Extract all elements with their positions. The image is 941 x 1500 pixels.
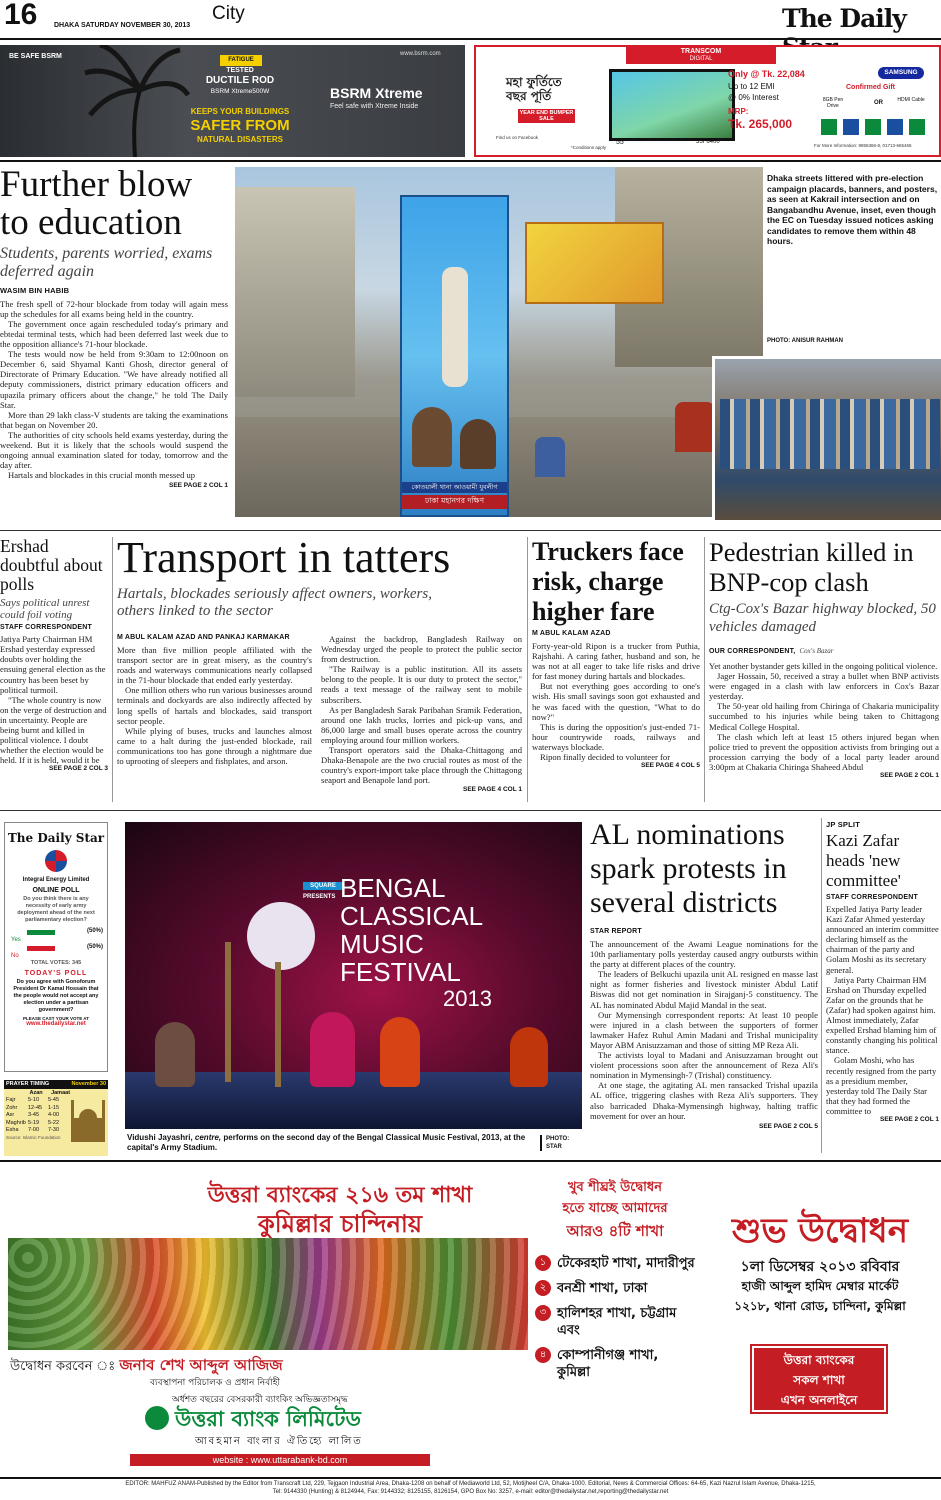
page-number: 16 xyxy=(4,0,38,31)
online-poll[interactable] xyxy=(4,822,108,1072)
story-truckers xyxy=(532,537,700,807)
banner-portrait xyxy=(412,407,452,467)
headline[interactable]: Truckers face risk, charge higher fare xyxy=(532,537,684,626)
poll-yes-row xyxy=(11,928,103,943)
bsrm-product: DUCTILE ROD xyxy=(205,75,275,86)
paragraph: The fresh spell of 72-hour blockade from today will again mess up the schedules for all exams being held in the country. xyxy=(0,298,228,319)
story-body xyxy=(0,634,108,765)
prayer-jamaat: 4-00 xyxy=(48,1112,60,1118)
festival-photo xyxy=(125,822,582,1129)
byline: STAFF CORRESPONDENT xyxy=(826,894,918,901)
online-line1: উত্তরা ব্যাংকের xyxy=(783,1353,855,1367)
poll-url[interactable]: www.thedailystar.net xyxy=(26,1021,86,1027)
branch-number: ৪ xyxy=(535,1347,551,1363)
paragraph: The 50-year old hailing from Chiringa of Chakaria municipality succumbed to his injuries while being taken to Chittagong Medical College Hospital. xyxy=(709,701,939,732)
imprint xyxy=(0,1480,941,1496)
mrp-price: Tk. 265,000 xyxy=(728,117,793,131)
subhead: Students, parents worried, exams deferred again xyxy=(0,245,213,281)
caption-name: Vidushi Jayashri, xyxy=(127,1133,193,1142)
prayer-name: Asr xyxy=(6,1112,15,1118)
paragraph: Ripon finally decided to volunteer for xyxy=(540,752,671,763)
online-line2: সকল শাখা xyxy=(793,1373,845,1387)
rickshaw xyxy=(535,437,565,477)
transcom-logo xyxy=(626,47,776,64)
caption-centre: centre, xyxy=(194,1133,222,1142)
soon-line1: খুব শীঘ্রই উদ্বোধন xyxy=(568,1180,662,1195)
row3-rule xyxy=(0,1160,941,1162)
performer xyxy=(510,1027,548,1087)
paragraph: Yet another bystander gets killed in the ongoing political violence. xyxy=(709,661,938,671)
paragraph: The tests would now be held from 9:30am to 12:00noon on December 6, said Shyamal Kanti Ghosh, director general of Directorate of Primary Education. "We have already notified all deputy commissioners, district primary education officers and upazila primary officers about the change," he told The Daily Star. xyxy=(0,349,228,410)
branch-number: ২ xyxy=(535,1280,551,1296)
paragraph: Forty-year-old Ripon is a trucker from Puthia, Rajshahi. A caring father, husband and son, he was not at all eager to take life risks and drive for fast money during hartals and blockades. xyxy=(532,641,700,682)
street-photo xyxy=(235,167,763,517)
uttara-bank-name: উত্তরা ব্যাংক লিমিটেড xyxy=(175,1407,361,1431)
credit-photo: PHOTO: xyxy=(546,1136,570,1142)
prayer-jamaat: 5-45 xyxy=(48,1097,60,1103)
transcom-badge: YEAR END BUMPER SALE xyxy=(519,110,574,122)
paragraph: The authorities of city schools held exams yesterday, during the weekend. But it is likely that the schools would suspend the ongoing annual examination slated for today, tomorrow and the day after. xyxy=(0,429,228,471)
bsrm-xtreme-logo: BSRM Xtreme xyxy=(330,85,423,101)
performer xyxy=(155,1022,195,1087)
bsrm-slogan1: KEEPS YOUR BUILDINGS xyxy=(190,107,290,116)
poll-today-question: Do you agree with Gonoforum President Dr Kamal Hossain that the people would not accept any election under a partisan government? xyxy=(13,979,99,1013)
uttara-logo-icon xyxy=(145,1406,169,1430)
branch-name: বনশ্রী শাখা, ঢাকা xyxy=(557,1281,648,1296)
uttara-motto: আবহমান বাংলার ঐতিহ্যে লালিত xyxy=(195,1436,363,1447)
see-page[interactable]: SEE PAGE 4 COL 1 xyxy=(462,786,522,794)
conditions-text: *Conditions apply xyxy=(571,145,607,150)
poll-logo: The Daily Star xyxy=(7,831,105,845)
story-body xyxy=(0,299,228,481)
masthead-rule xyxy=(0,38,941,40)
ad-uttara-bank[interactable] xyxy=(0,1170,941,1472)
see-page[interactable]: SEE PAGE 2 COL 1 xyxy=(168,482,228,490)
paragraph: The activists loyal to Madani and Anisuzzaman brought out violent processions soon after the announcement of Reza Ali's nomination in Mymensingh-7 (Trishal) constituency. xyxy=(590,1050,818,1081)
headline[interactable]: Kazi Zafar heads 'new committee' xyxy=(826,831,901,890)
prayer-source: Source: Islamic Foundation xyxy=(6,1134,61,1140)
headline[interactable]: AL nominations spark protests in several districts xyxy=(590,818,787,919)
poll-no-label: No xyxy=(11,953,19,959)
paragraph: Transport operators said the Dhaka-Chittagong and Dhaka-Benapole are the two crucial routes as most of the country's export-import take place through the Chittagong seaport and Benapole land port. xyxy=(321,745,522,786)
branch-name: টেকেরহাট শাখা, মাদারীপুর xyxy=(557,1256,695,1271)
paragraph: "The whole country is now on the verge of destruction and in uncertainty. People are being burnt and killed in political violence. I doubt whether the election would be held. If it is held, would it be xyxy=(0,694,107,766)
photo1-caption: Dhaka streets littered with pre-election campaign placards, banners, and posters, as seen at Kakrail intersection and on Bangabandhu Avenue, inset, even though the EC on Tuesday issued notices asking candidates to remove them within 48 hours. xyxy=(767,173,938,246)
opening-venue1: হাজী আব্দুল হামিদ মেম্বার মার্কেট xyxy=(741,1279,899,1293)
see-page[interactable]: SEE PAGE 2 COL 1 xyxy=(879,772,939,780)
uttara-website[interactable]: website : www.uttarabank-bd.com xyxy=(130,1454,430,1466)
palm-tree-icon xyxy=(80,45,190,157)
byline-place: Cox's Bazar xyxy=(799,647,834,655)
energy-logo-icon xyxy=(45,850,67,872)
story-body xyxy=(709,661,939,772)
prayer-jamaat: 5-22 xyxy=(48,1119,60,1126)
byline: WASIM BIN HABIB xyxy=(0,285,70,295)
story-kazi-zafar xyxy=(826,820,939,1160)
gift-title: Confirmed Gift xyxy=(846,84,895,91)
facebook-text: Find us on Facebook xyxy=(496,135,539,140)
transcom-bangla-title: মহা ফুর্তিতে বছর পূর্তি xyxy=(506,75,562,103)
see-page[interactable]: SEE PAGE 2 COL 1 xyxy=(879,1115,939,1123)
bsrm-url: www.bsrm.com xyxy=(400,51,441,57)
prayer-title: PRAYER TIMING xyxy=(6,1081,50,1087)
fatigue-badge: FATIGUE xyxy=(220,55,262,66)
branch-item xyxy=(535,1305,695,1339)
caption-rest: performs on the second day of the Bengal Classical Music Festival, 2013, at the capital's Army Stadium. xyxy=(127,1133,526,1152)
prayer-azan: 5-10 xyxy=(28,1097,40,1103)
byline: M ABUL KALAM AZAD AND PANKAJ KARMAKAR xyxy=(117,634,290,641)
col-rule xyxy=(527,537,528,802)
prayer-azan: 12-45 xyxy=(28,1104,43,1111)
banner-figure xyxy=(442,267,468,387)
paragraph: Jager Hossain, 50, received a stray a bullet when BNP activists were engaged in a clash with law enforcers in Cox's Bazar yesterday. xyxy=(709,671,939,702)
paragraph: Jatiya Party Chairman HM Ershad yesterday expressed doubts over holding the ensuing general election as the country has been beset by political turmoil. xyxy=(0,634,106,695)
soon-line2: হতে যাচ্ছে আমাদের xyxy=(562,1201,668,1216)
branch-name: হালিশহর শাখা, চট্টগ্রাম এবং xyxy=(557,1306,677,1338)
section-name: City xyxy=(212,3,245,24)
poll-no-value: (50%) xyxy=(86,944,103,950)
col-rule xyxy=(112,537,113,802)
ad-transcom[interactable] xyxy=(474,45,941,157)
story-pedestrian xyxy=(709,537,939,807)
prayer-jamaat: 1-15 xyxy=(48,1104,60,1111)
transport-col1 xyxy=(117,634,312,766)
paragraph: Against the backdrop, Bangladesh Railway on Wednesday urged the people to protect the public sector from destruction. xyxy=(321,634,522,665)
bsrm-tested: TESTED xyxy=(226,67,254,74)
imprint-line2: Tel: 9144330 (Hunting) & 8124944, Fax: 9144332; 8125155, 8126154, GPO Box No: 3257, e-mail: editor@thedailystar.net,reporting@thedailystar.net xyxy=(272,1489,669,1495)
square-logo: SQUARE xyxy=(303,882,343,890)
performer xyxy=(380,1017,420,1087)
gift-or: OR xyxy=(874,100,883,106)
paragraph: One million others who run various businesses around terminals and dockyards are also indirectly affected by long spells of hartals and blockades, said transport sector people. xyxy=(117,685,312,726)
story-transport xyxy=(117,535,522,805)
paragraph: More than 29 lakh class-V students are taking the examinations that began on November 20. xyxy=(0,409,228,430)
online-badge xyxy=(752,1346,886,1412)
upcoming-branches xyxy=(535,1178,695,1448)
transport-col2 xyxy=(321,634,522,793)
bsrm-model: BSRM Xtreme500W xyxy=(210,88,270,95)
paragraph: The leaders of Belkuchi upazila unit AL resigned en masse last night as former fisheries and livestock minister Abdul Latif Biswas did not get nomination in Sirajganj-5 constituency. The AL has nominated Abdul Majid Mandal in the seat. xyxy=(590,969,818,1010)
story-body xyxy=(532,641,700,762)
inaugurator-label: উদ্বোধন করবেন ঃ xyxy=(10,1359,116,1374)
photo2-caption xyxy=(127,1133,527,1153)
row1-rule xyxy=(0,530,941,531)
paragraph: Our Mymensingh correspondent reports: At least 10 people were injured in a clash between the supporters of former lawmaker Hafez Ruhul Amin Madani and Trishal municipality Mayor ABM Anisuzzaman and those of sitting MP Reza Ali. xyxy=(590,1009,818,1050)
imprint-line1: EDITOR: MAHFUZ ANAM-Published by the Editor from Transcraft Ltd, 229, Tejgaon Industrial Area, Dhaka-1208 on behalf of Mediaworld Ltd, 52, Motijheel C/A, Dhaka-1000. Editorial, News & Commercial Offices: 64-65, Kazi Nazrul Islam Avenue, Dhaka-1215, xyxy=(125,1481,816,1487)
bsrm-slogan3: NATURAL DISASTERS xyxy=(197,135,283,144)
paragraph: The clash which left at least 15 others injured began when police tried to prevent the opposition activists from bringing out a procession carrying the body of a local party leader around 3:00pm at Chakaria Chiringa Shaheed Abdul xyxy=(709,731,939,772)
col-jamaat: Jamaat xyxy=(51,1090,71,1096)
byline: STAFF CORRESPONDENT xyxy=(0,624,92,632)
poster-wall xyxy=(720,399,940,469)
paragraph: At one stage, the agitating AL men ransacked Trishal upazila AL office, triggering clashes with Reza Ali's supporters. They also barricaded Dhaka-Mymensingh highway, halting traffic movement for over an hour. xyxy=(590,1080,818,1121)
byline: OUR CORRESPONDENT, xyxy=(709,648,796,655)
prayer-name: Esha xyxy=(6,1127,19,1133)
bsrm-tagline: Feel safe with Xtreme Inside xyxy=(330,103,419,110)
paragraph: More than five million people affiliated with the transport sector are in great misery, as the country's roads and waterways communications nearly collapsed in the 71-hour blockade that ended early yesterday. xyxy=(117,645,312,686)
poll-question: Do you think there is any necessity of early army deployment ahead of the next parliamentary election? xyxy=(17,896,95,923)
photo1-credit: PHOTO: ANISUR RAHMAN xyxy=(767,338,843,344)
tanpura xyxy=(275,962,281,1087)
paragraph: Jatiya Party Chairman HM Ershad on Thursday expelled Zafar on the grounds that he (Zafar) had spoken against him. Almost immediately, Zafar expelled Ershad blaming him of constantly changing his political stance. xyxy=(826,974,938,1056)
prayer-jamaat: 7-30 xyxy=(48,1127,60,1133)
opening-headline: শুভ উদ্বোধন xyxy=(731,1211,908,1251)
prayer-timing xyxy=(4,1080,108,1156)
building-left xyxy=(235,187,355,397)
mrp-label: MRP: xyxy=(728,107,749,116)
prayer-date: November 30 xyxy=(71,1081,106,1087)
opening-venue2: ১২১৮, থানা রোড, চান্দিনা, কুমিল্লা xyxy=(734,1299,906,1313)
inaugurator-name: জনাব শেখ আব্দুল আজিজ xyxy=(119,1356,283,1374)
festival-title4: FESTIVAL xyxy=(340,957,461,987)
banner-portrait xyxy=(460,419,496,469)
banner-line1: ঢাকা মহানগর দক্ষিণ xyxy=(402,495,507,509)
paragraph: While plying of buses, trucks and launches almost came to a halt during the just-ended blockade, rail communications too has gone through a nightmare due to uprooting of sleepers and fishplates, and arson. xyxy=(117,725,312,767)
footer-rule xyxy=(0,1477,941,1479)
performer xyxy=(310,1012,355,1087)
story-ershad xyxy=(0,537,108,807)
branch-item xyxy=(535,1255,695,1272)
festival-title3: MUSIC xyxy=(340,929,424,959)
bsrm-slogan2: SAFER FROM xyxy=(190,117,290,134)
branch-number: ১ xyxy=(535,1255,551,1271)
poll-yes-label: Yes xyxy=(11,937,21,943)
price-only: Only @ Tk. 22,084 xyxy=(728,69,805,79)
logo[interactable]: The Daily xyxy=(782,4,906,33)
see-page[interactable]: SEE PAGE 2 COL 5 xyxy=(758,1122,818,1130)
prayer-azan: 5-19 xyxy=(28,1119,40,1126)
story-body xyxy=(117,645,312,766)
headline[interactable]: Ershad doubtful about polls xyxy=(0,536,103,594)
col-rule xyxy=(704,537,705,802)
subhead: Says political unrest could foil voting xyxy=(0,597,90,622)
dateline: DHAKA SATURDAY NOVEMBER 30, 2013 xyxy=(54,22,191,29)
poll-no-row xyxy=(11,944,103,959)
prayer-header xyxy=(4,1080,108,1089)
branch-item xyxy=(535,1347,695,1381)
mosque-icon xyxy=(70,1094,106,1142)
campaign-banner xyxy=(400,195,509,517)
branch-item xyxy=(535,1280,695,1297)
gift-hdmi: HDMI Cable xyxy=(897,97,925,103)
col-azan: Azan xyxy=(29,1090,43,1096)
poll-sponsor: Integral Energy Limited xyxy=(22,877,90,883)
subhead: Ctg-Cox's Bazar highway blocked, 50 vehicles damaged xyxy=(709,601,936,635)
inset-photo xyxy=(712,356,941,520)
paragraph: But not everything goes according to one's wish. His small savings soon got exhausted and he was faced with the question, "What to do now?" xyxy=(532,681,700,722)
prayer-azan: 3-45 xyxy=(28,1112,40,1118)
festival-year: 2013 xyxy=(443,986,492,1011)
festival-title2: CLASSICAL xyxy=(340,901,484,931)
poll-total: TOTAL VOTES: 345 xyxy=(30,960,82,966)
more-info: For More Information: 9855366-8, 01713-665465 xyxy=(814,143,912,148)
prayer-name: Maghrib xyxy=(6,1119,26,1126)
prayer-azan: 7-00 xyxy=(28,1127,40,1133)
byline: M ABUL KALAM AZAD xyxy=(532,630,611,637)
uttara-headline2: কুমিল্লার চান্দিনায় xyxy=(257,1210,423,1238)
vegetable-rows xyxy=(8,1238,528,1350)
prayer-name: Zohr xyxy=(6,1104,18,1111)
story-further-blow xyxy=(0,166,228,516)
paragraph: "The Railway is a public institution. All its assets belong to the people. It is our duty to protect the sector," reads a text message of the railway sent to mobile subscribers. xyxy=(321,664,522,705)
poll-today: TODAY'S POLL xyxy=(24,970,88,977)
byline: STAR REPORT xyxy=(590,928,642,935)
headline[interactable]: Further blow to education xyxy=(0,164,193,243)
see-page[interactable]: SEE PAGE 4 COL 5 xyxy=(640,762,700,770)
subhead: Hartals, blockades seriously affect owners, workers, others linked to the sector xyxy=(117,586,432,619)
tv-model: 55F6400 xyxy=(696,139,720,145)
uttara-tagline: অর্ধশত বছরের বেসরকারী ব্যাংকিং অভিজ্ঞতাসমৃদ্ধ xyxy=(172,1395,348,1405)
paragraph: Expelled Jatiya Party leader Kazi Zafar Ahmed yesterday announced an interim committee declaring himself as the chairman of the party and Golam Moshi as its secretary general. xyxy=(826,904,939,975)
branch-number: ৩ xyxy=(535,1305,551,1321)
credit-star: STAR xyxy=(546,1144,562,1150)
transcom-brand2: DIGITAL xyxy=(689,56,713,62)
emi-text: Up to 12 EMI xyxy=(728,82,775,91)
poll-yes-bar xyxy=(27,930,55,935)
tv-size: 55" xyxy=(616,139,627,146)
rickshaw xyxy=(675,402,715,452)
col-rule xyxy=(821,818,822,1153)
online-line3: এখন অনলাইনে xyxy=(780,1393,858,1407)
ads-rule xyxy=(0,160,941,162)
byline-row xyxy=(709,640,939,658)
story-al-nominations xyxy=(590,818,818,1158)
tanpura xyxy=(225,942,231,1082)
poster-right xyxy=(525,222,664,304)
paragraph: Hartals and blockades in this crucial month messed up xyxy=(8,470,196,481)
paragraph: The government once again rescheduled today's primary and ebtedai terminal tests, which had been deferred last week due to the opposition alliance's 71-hour blockade. xyxy=(0,318,228,350)
bsrm-brand: BE SAFE BSRM xyxy=(9,53,62,60)
bank-logos xyxy=(821,119,931,135)
prayer-name: Fajr xyxy=(6,1097,16,1103)
paragraph: This is during the opposition's just-ended 71-hour countrywide roads, railways and waterways blockade. xyxy=(532,721,700,752)
headline[interactable]: Pedestrian killed in BNP-cop clash xyxy=(709,537,914,597)
transcom-brand: TRANSCOM xyxy=(680,48,722,55)
headline[interactable]: Transport in tatters xyxy=(117,533,451,582)
kicker: JP SPLIT xyxy=(826,820,860,829)
poll-yes-value: (50%) xyxy=(86,928,103,934)
tv-image xyxy=(609,69,735,141)
poll-title: ONLINE POLL xyxy=(32,887,80,894)
poll-cast: PLEASE CAST YOUR VOTE AT xyxy=(23,1016,89,1021)
gift-pen-drive: 8GB Pen Drive xyxy=(822,97,844,109)
presents-text: PRESENTS xyxy=(303,894,336,900)
paragraph: As per Bangladesh Sarak Paribahan Sramik Federation, around one lakh trucks, lorries and pick-up vans, and 86,000 large and small buses operate across the country employing around four million workers. xyxy=(321,704,522,745)
opening-date: ১লা ডিসেম্বর ২০১৩ রবিবার xyxy=(740,1259,900,1275)
story-body xyxy=(321,634,522,785)
see-page[interactable]: SEE PAGE 2 COL 3 xyxy=(48,765,108,773)
soon-line3: আরও ৪টি শাখা xyxy=(566,1222,664,1240)
banner-line2: কোতয়ালী থানা আওয়ামী যুবলীগ xyxy=(402,482,507,493)
poll-no-bar xyxy=(27,946,55,951)
paragraph: The announcement of the Awami League nominations for the 10th parliamentary polls yesterday caused angry outbursts within the party at different places of the country. xyxy=(590,939,818,970)
photo2-credit xyxy=(540,1135,569,1151)
uttara-headline1: উত্তরা ব্যাংকের ২১৬ তম শাখা xyxy=(207,1183,473,1208)
story-body xyxy=(826,904,939,1116)
interest-text: @ 0% Interest xyxy=(728,93,779,102)
story-body xyxy=(590,939,818,1121)
festival-emblem xyxy=(247,902,315,970)
inaugurator-title: ব্যবস্থাপনা পরিচালক ও প্রধান নির্বাহী xyxy=(150,1378,281,1388)
paragraph: Golam Moshi, who has recently resigned from the party as a presidium member, yesterday told The Daily Star that they had formed the committee to xyxy=(826,1055,937,1116)
ad-bsrm[interactable] xyxy=(0,45,465,157)
samsung-logo: SAMSUNG xyxy=(878,67,924,79)
branch-name: কোম্পানীগঞ্জ শাখা, কুমিল্লা xyxy=(557,1348,659,1380)
festival-title1: BENGAL xyxy=(340,873,446,903)
row2-rule xyxy=(0,810,941,811)
